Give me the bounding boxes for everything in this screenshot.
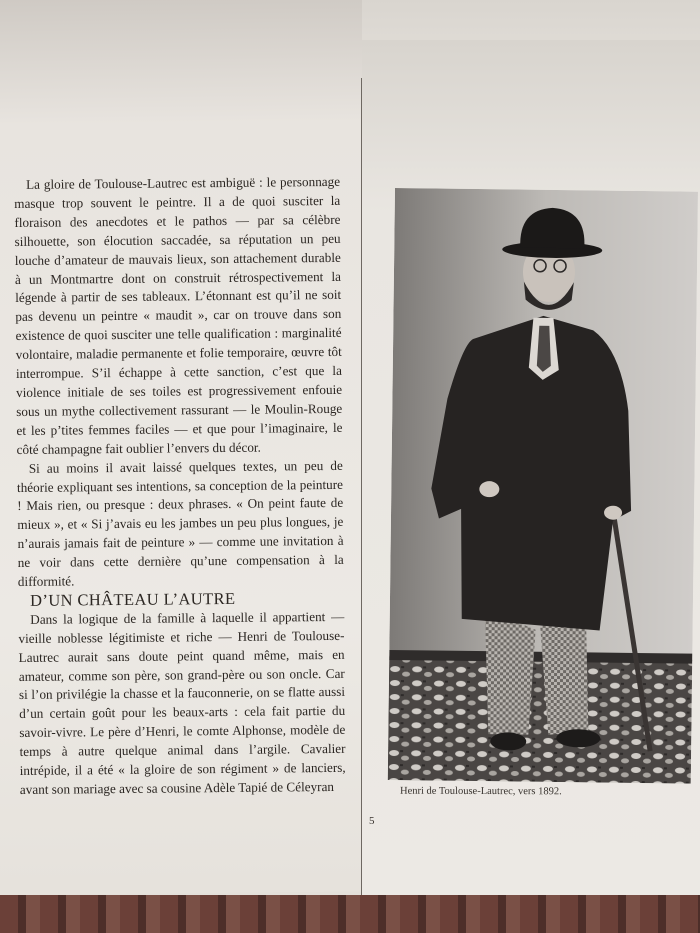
page-number: 5 [369, 815, 375, 827]
carpet-background [0, 895, 700, 933]
book-gutter [361, 78, 362, 898]
portrait-illustration [388, 188, 698, 784]
section-paragraph: Dans la logique de la famille à laquelle il appartient — vieille noblesse légitimiste et riche — Henri de Toulouse-Lautrec aurait sans doute peint quand même, mais en amateur, comme son père, son grand-père ou son oncle. Car si l’on privilégie la chasse et la fauconnerie, on se flatte aussi d’un certain goût pour les beaux-arts : cela fait partie du savoir-vivre. Le père d’Henri, le comte Alphonse, modèle de temps à autre quelque animal dans l’argile. Cavalier intrépide, il a été « la gloire de son régiment » de lanciers, avant son mariage avec sa cousine Adèle Tapié de Céleyran [18, 608, 346, 797]
portrait-photo [388, 188, 698, 784]
photo-caption: Henri de Toulouse-Lautrec, vers 1892. [399, 785, 562, 798]
intro-paragraph-2: Si au moins il avait laissé quelques textes, un peu de théorie expliquant ses intentions, sa conception de la peinture ! Mais rien, ou presque : deux phrases. « On peint faute de mieux », et « Si j’avais eu les jambes un peu plus longues, je n’aurais jamais fait de peinture » — comme une invitation à ne voir dans cette dernière qu’une compensation à la difformité. [16, 457, 344, 590]
intro-paragraph-1: La gloire de Toulouse-Lautrec est ambiguë : le personnage masque trop souvent le peintre. Il a de quoi susciter la floraison des anecdotes et le pathos — par sa célèbre silhouette, son élocution saccadée, sa réputation un peu louche d’amateur de mauvais lieux, son attachement durable à un Montmartre dont on construit rétrospectivement la légende à partir de ses tableaux. L’étonnant est qu’il ne soit pas devenu un peintre « maudit », car on trouve dans son existence de quoi susciter une telle qualification : marginalité volontaire, maladie permanente et folie temporaire, œuvre tôt interrompue. S’il échappe à cette sanction, c’est que la violence initiale de ses toiles est progressivement enfouie sous un mythe collectivement rassurant — le Moulin-Rouge et les p’tites femmes faciles — et que pour l’imaginaire, le côté champagne fait oublier l’envers du décor. [14, 173, 343, 457]
section-heading: D’UN CHÂTEAU L’AUTRE [29, 588, 236, 610]
body-text [14, 173, 346, 800]
